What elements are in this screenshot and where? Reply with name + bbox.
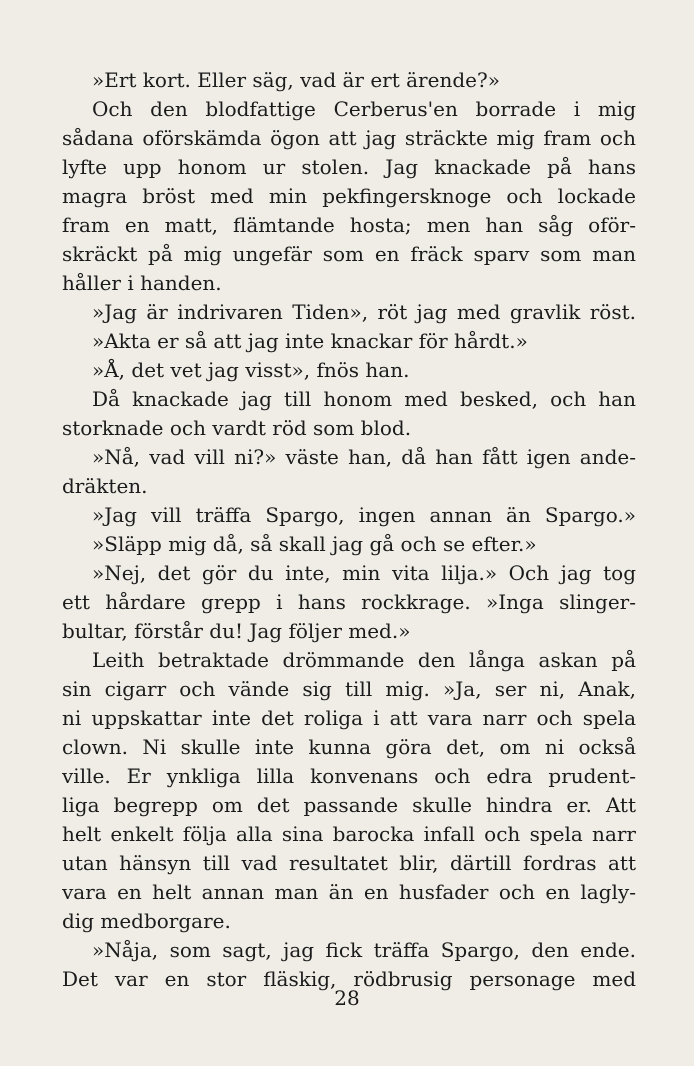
text-line-26: liga begrepp om det passande skulle hindra er. Att (62, 793, 636, 817)
text-line-16: »Jag vill träffa Spargo, ingen annan än Spargo.» (92, 503, 636, 527)
text-line-7: skräckt på mig ungefär som en fräck sparv som man (62, 242, 636, 266)
text-line-10: »Akta er så att jag inte knackar för hårdt.» (92, 329, 528, 353)
text-line-6: fram en matt, flämtande hosta; men han såg oför- (62, 213, 636, 237)
text-line-12: Då knackade jag till honom med besked, och han (92, 387, 636, 411)
text-line-13: storknade och vardt röd som blod. (62, 416, 412, 440)
text-line-1: »Ert kort. Eller säg, vad är ert ärende?» (92, 68, 500, 92)
text-line-15: dräkten. (62, 474, 148, 498)
text-line-25: ville. Er ynkliga lilla konvenans och edra prudent- (62, 764, 636, 788)
text-line-4: lyfte upp honom ur stolen. Jag knackade på hans (62, 155, 636, 179)
text-line-28: utan hänsyn till vad resultatet blir, därtill fordras att (62, 851, 636, 875)
text-line-17: »Släpp mig då, så skall jag gå och se efter.» (92, 532, 537, 556)
text-line-11: »Å, det vet jag visst», fnös han. (92, 358, 410, 382)
page-number: 28 (334, 986, 360, 1010)
text-line-8: håller i handen. (62, 271, 222, 295)
text-line-9: »Jag är indrivaren Tiden», röt jag med gravlik röst. (92, 300, 636, 324)
page-body (62, 56, 636, 991)
text-line-27: helt enkelt följa alla sina barocka infall och spela narr (62, 822, 636, 846)
text-line-30: dig medborgare. (62, 909, 231, 933)
text-line-2: Och den blodfattige Cerberus'en borrade i mig (92, 97, 636, 121)
text-line-29: vara en helt annan man än en husfader och en lagly- (62, 880, 636, 904)
text-line-5: magra bröst med min pekfingersknoge och lockade (62, 184, 636, 208)
text-line-22: sin cigarr och vände sig till mig. »Ja, ser ni, Anak, (62, 677, 636, 701)
text-line-24: clown. Ni skulle inte kunna göra det, om ni också (62, 735, 636, 759)
text-line-32: Det var en stor fläskig, rödbrusig personage med (62, 967, 636, 991)
text-line-14: »Nå, vad vill ni?» väste han, då han fått igen ande- (92, 445, 636, 469)
text-line-19: ett hårdare grepp i hans rockkrage. »Inga slinger- (62, 590, 636, 614)
text-line-31: »Nåja, som sagt, jag fick träffa Spargo, den ende. (92, 938, 636, 962)
text-line-21: Leith betraktade drömmande den långa askan på (92, 648, 636, 672)
text-line-18: »Nej, det gör du inte, min vita lilja.» Och jag tog (92, 561, 636, 585)
text-line-20: bultar, förstår du! Jag följer med.» (62, 619, 411, 643)
text-line-23: ni uppskattar inte det roliga i att vara narr och spela (62, 706, 636, 730)
text-line-3: sådana oförskämda ögon att jag sträckte mig fram och (62, 126, 636, 150)
